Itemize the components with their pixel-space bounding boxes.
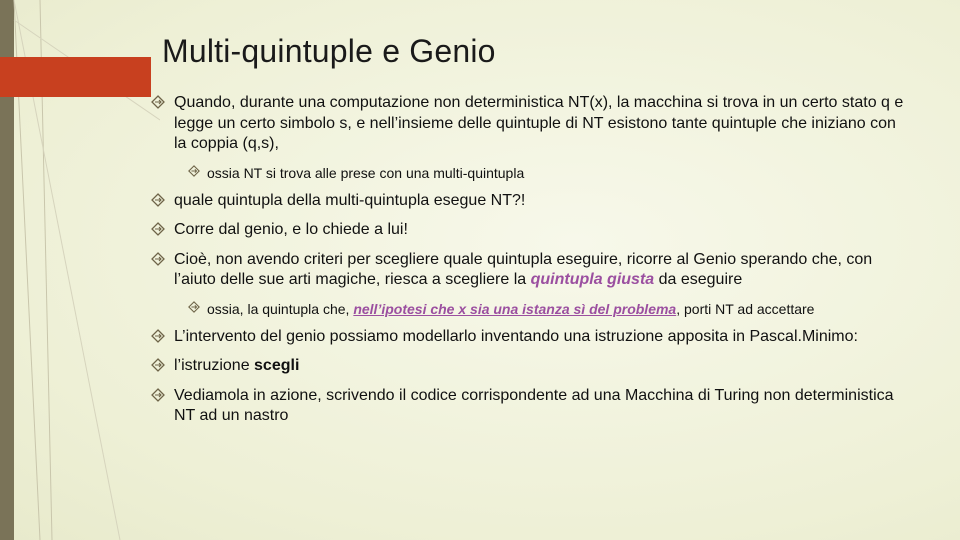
bullet-item [148, 327, 908, 348]
bullet-item [148, 93, 908, 155]
sub-bullet-item [187, 164, 908, 182]
highlighted-underlined-phrase: nell’ipotesi che x sia una istanza sì del problema [353, 300, 677, 317]
diamond-arrow-icon [151, 95, 165, 109]
bullet-text-part: da eseguire [654, 271, 743, 288]
diamond-arrow-icon [151, 329, 165, 343]
bullet-item [148, 386, 908, 427]
diamond-arrow-icon [151, 193, 165, 207]
title-accent-block [0, 57, 151, 97]
slide-content [148, 93, 908, 436]
slide-title: Multi-quintuple e Genio [162, 33, 496, 69]
sub-bullet-text: ossia NT si trova alle prese con una multi-quintupla [207, 164, 525, 181]
bullet-text: Vediamola in azione, scrivendo il codice corrispondente ad una Macchina di Turing non deterministica NT ad un nastro [174, 386, 894, 424]
highlighted-phrase: quintupla giusta [530, 271, 655, 288]
bullet-text-part: Cioè, non avendo criteri per scegliere quale quintupla eseguire, ricorre al Genio sperando che, con l’aiuto delle sue arti magiche, riesca a scegliere la [174, 250, 873, 288]
sub-bullet-text-part: , porti NT ad accettare [676, 300, 815, 317]
bullet-text: quale quintupla della multi-quintupla esegue NT?! [174, 191, 526, 209]
bullet-item [148, 191, 908, 212]
bullet-text: L’intervento del genio possiamo modellarlo inventando una istruzione apposita in Pascal.Minimo: [174, 327, 858, 345]
bullet-item [148, 250, 908, 291]
diamond-arrow-icon [188, 301, 200, 313]
diamond-arrow-icon [151, 252, 165, 266]
bullet-item [148, 356, 908, 377]
diamond-arrow-icon [188, 165, 200, 177]
bullet-text: Corre dal genio, e lo chiede a lui! [174, 221, 408, 238]
bullet-text-part: l’istruzione [174, 357, 255, 374]
bold-keyword: scegli [254, 357, 300, 374]
sub-bullet-text-part: ossia, la quintupla che, [207, 300, 354, 317]
bullet-item [148, 220, 908, 241]
bullet-text: Quando, durante una computazione non deterministica NT(x), la macchina si trova in un certo stato q e legge un certo simbolo s, e nell’insieme delle quintuple di NT esistono tante quintuple che iniziano con la coppia (q,s), [174, 94, 904, 152]
diamond-arrow-icon [151, 358, 165, 372]
diamond-arrow-icon [151, 388, 165, 402]
diamond-arrow-icon [151, 222, 165, 236]
sub-bullet-item [187, 300, 908, 318]
